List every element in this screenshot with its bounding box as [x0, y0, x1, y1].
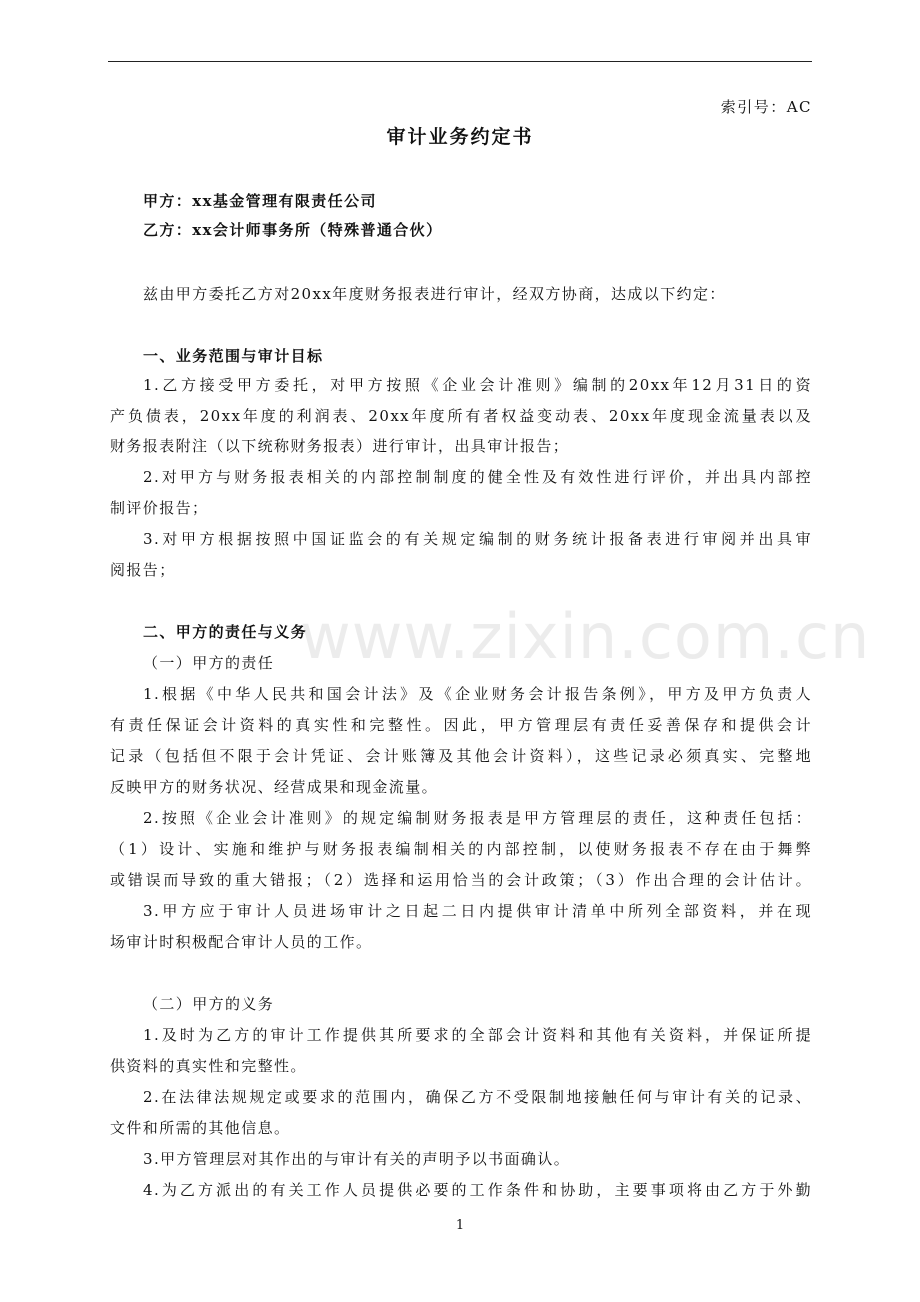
section2-line: 供资料的真实性和完整性。: [110, 1057, 307, 1075]
section1-line: 产负债表，20xx年度的利润表、20xx年度所有者权益变动表、20xx年度现金流量表以及: [110, 407, 812, 425]
section2-line: 4.为乙方派出的有关工作人员提供必要的工作条件和协助，主要事项将由乙方于外勤: [143, 1181, 812, 1199]
section2-heading: 二、甲方的责任与义务: [143, 623, 308, 641]
section2-line: 2.按照《企业会计准则》的规定编制财务报表是甲方管理层的责任，这种责任包括：: [143, 809, 812, 827]
section2-line: 3.甲方管理层对其作出的与审计有关的声明予以书面确认。: [143, 1150, 571, 1168]
section2-line: 3.甲方应于审计人员进场审计之日起二日内提供审计清单中所列全部资料，并在现: [143, 902, 812, 920]
section1-heading: 一、业务范围与审计目标: [143, 347, 324, 365]
section2-line: 记录（包括但不限于会计凭证、会计账簿及其他会计资料），这些记录必须真实、完整地: [110, 747, 812, 765]
section1-line: 1.乙方接受甲方委托，对甲方按照《企业会计准则》编制的20xx年12月31日的资: [143, 376, 812, 394]
section2-line: 文件和所需的其他信息。: [110, 1119, 291, 1137]
section2-line: 2.在法律法规规定或要求的范围内，确保乙方不受限制地接触任何与审计有关的记录、: [143, 1088, 812, 1106]
party-b: 乙方：xx会计师事务所（特殊普通合伙）: [143, 221, 443, 239]
intro-paragraph: 兹由甲方委托乙方对20xx年度财务报表进行审计，经双方协商，达成以下约定：: [143, 285, 726, 303]
watermark: www.zixin.com.cn: [300, 600, 871, 673]
section1-line: 3.对甲方根据按照中国证监会的有关规定编制的财务统计报备表进行审阅并出具审: [143, 530, 812, 548]
party-a: 甲方：xx基金管理有限责任公司: [143, 192, 377, 210]
section1-line: 财务报表附注（以下统称财务报表）进行审计，出具审计报告；: [110, 437, 570, 455]
section2-line: 1.及时为乙方的审计工作提供其所要求的全部会计资料和其他有关资料，并保证所提: [143, 1026, 812, 1044]
section2-line: 有责任保证会计资料的真实性和完整性。因此，甲方管理层有责任妥善保存和提供会计: [110, 716, 812, 734]
document-title: 审计业务约定书: [386, 126, 534, 148]
section1-line: 2.对甲方与财务报表相关的内部控制制度的健全性及有效性进行评价，并出具内部控: [143, 468, 812, 486]
section2-line: 反映甲方的财务状况、经营成果和现金流量。: [110, 778, 439, 796]
subsection-heading: （二）甲方的义务: [143, 995, 275, 1013]
subsection-heading: （一）甲方的责任: [143, 654, 275, 672]
section1-line: 阅报告；: [110, 561, 176, 579]
section2-line: 1.根据《中华人民共和国会计法》及《企业财务会计报告条例》，甲方及甲方负责人: [143, 685, 812, 703]
section2-line: 或错误而导致的重大错报；（2）选择和运用恰当的会计政策；（3）作出合理的会计估计。: [110, 871, 812, 889]
section2-line: （1）设计、实施和维护与财务报表编制相关的内部控制，以使财务报表不存在由于舞弊: [110, 840, 812, 858]
section1-line: 制评价报告；: [110, 499, 209, 517]
index-number: 索引号：AC: [720, 98, 812, 116]
header-rule: [108, 61, 812, 62]
page-number: 1: [455, 1218, 465, 1233]
section2-line: 场审计时积极配合审计人员的工作。: [110, 933, 373, 951]
